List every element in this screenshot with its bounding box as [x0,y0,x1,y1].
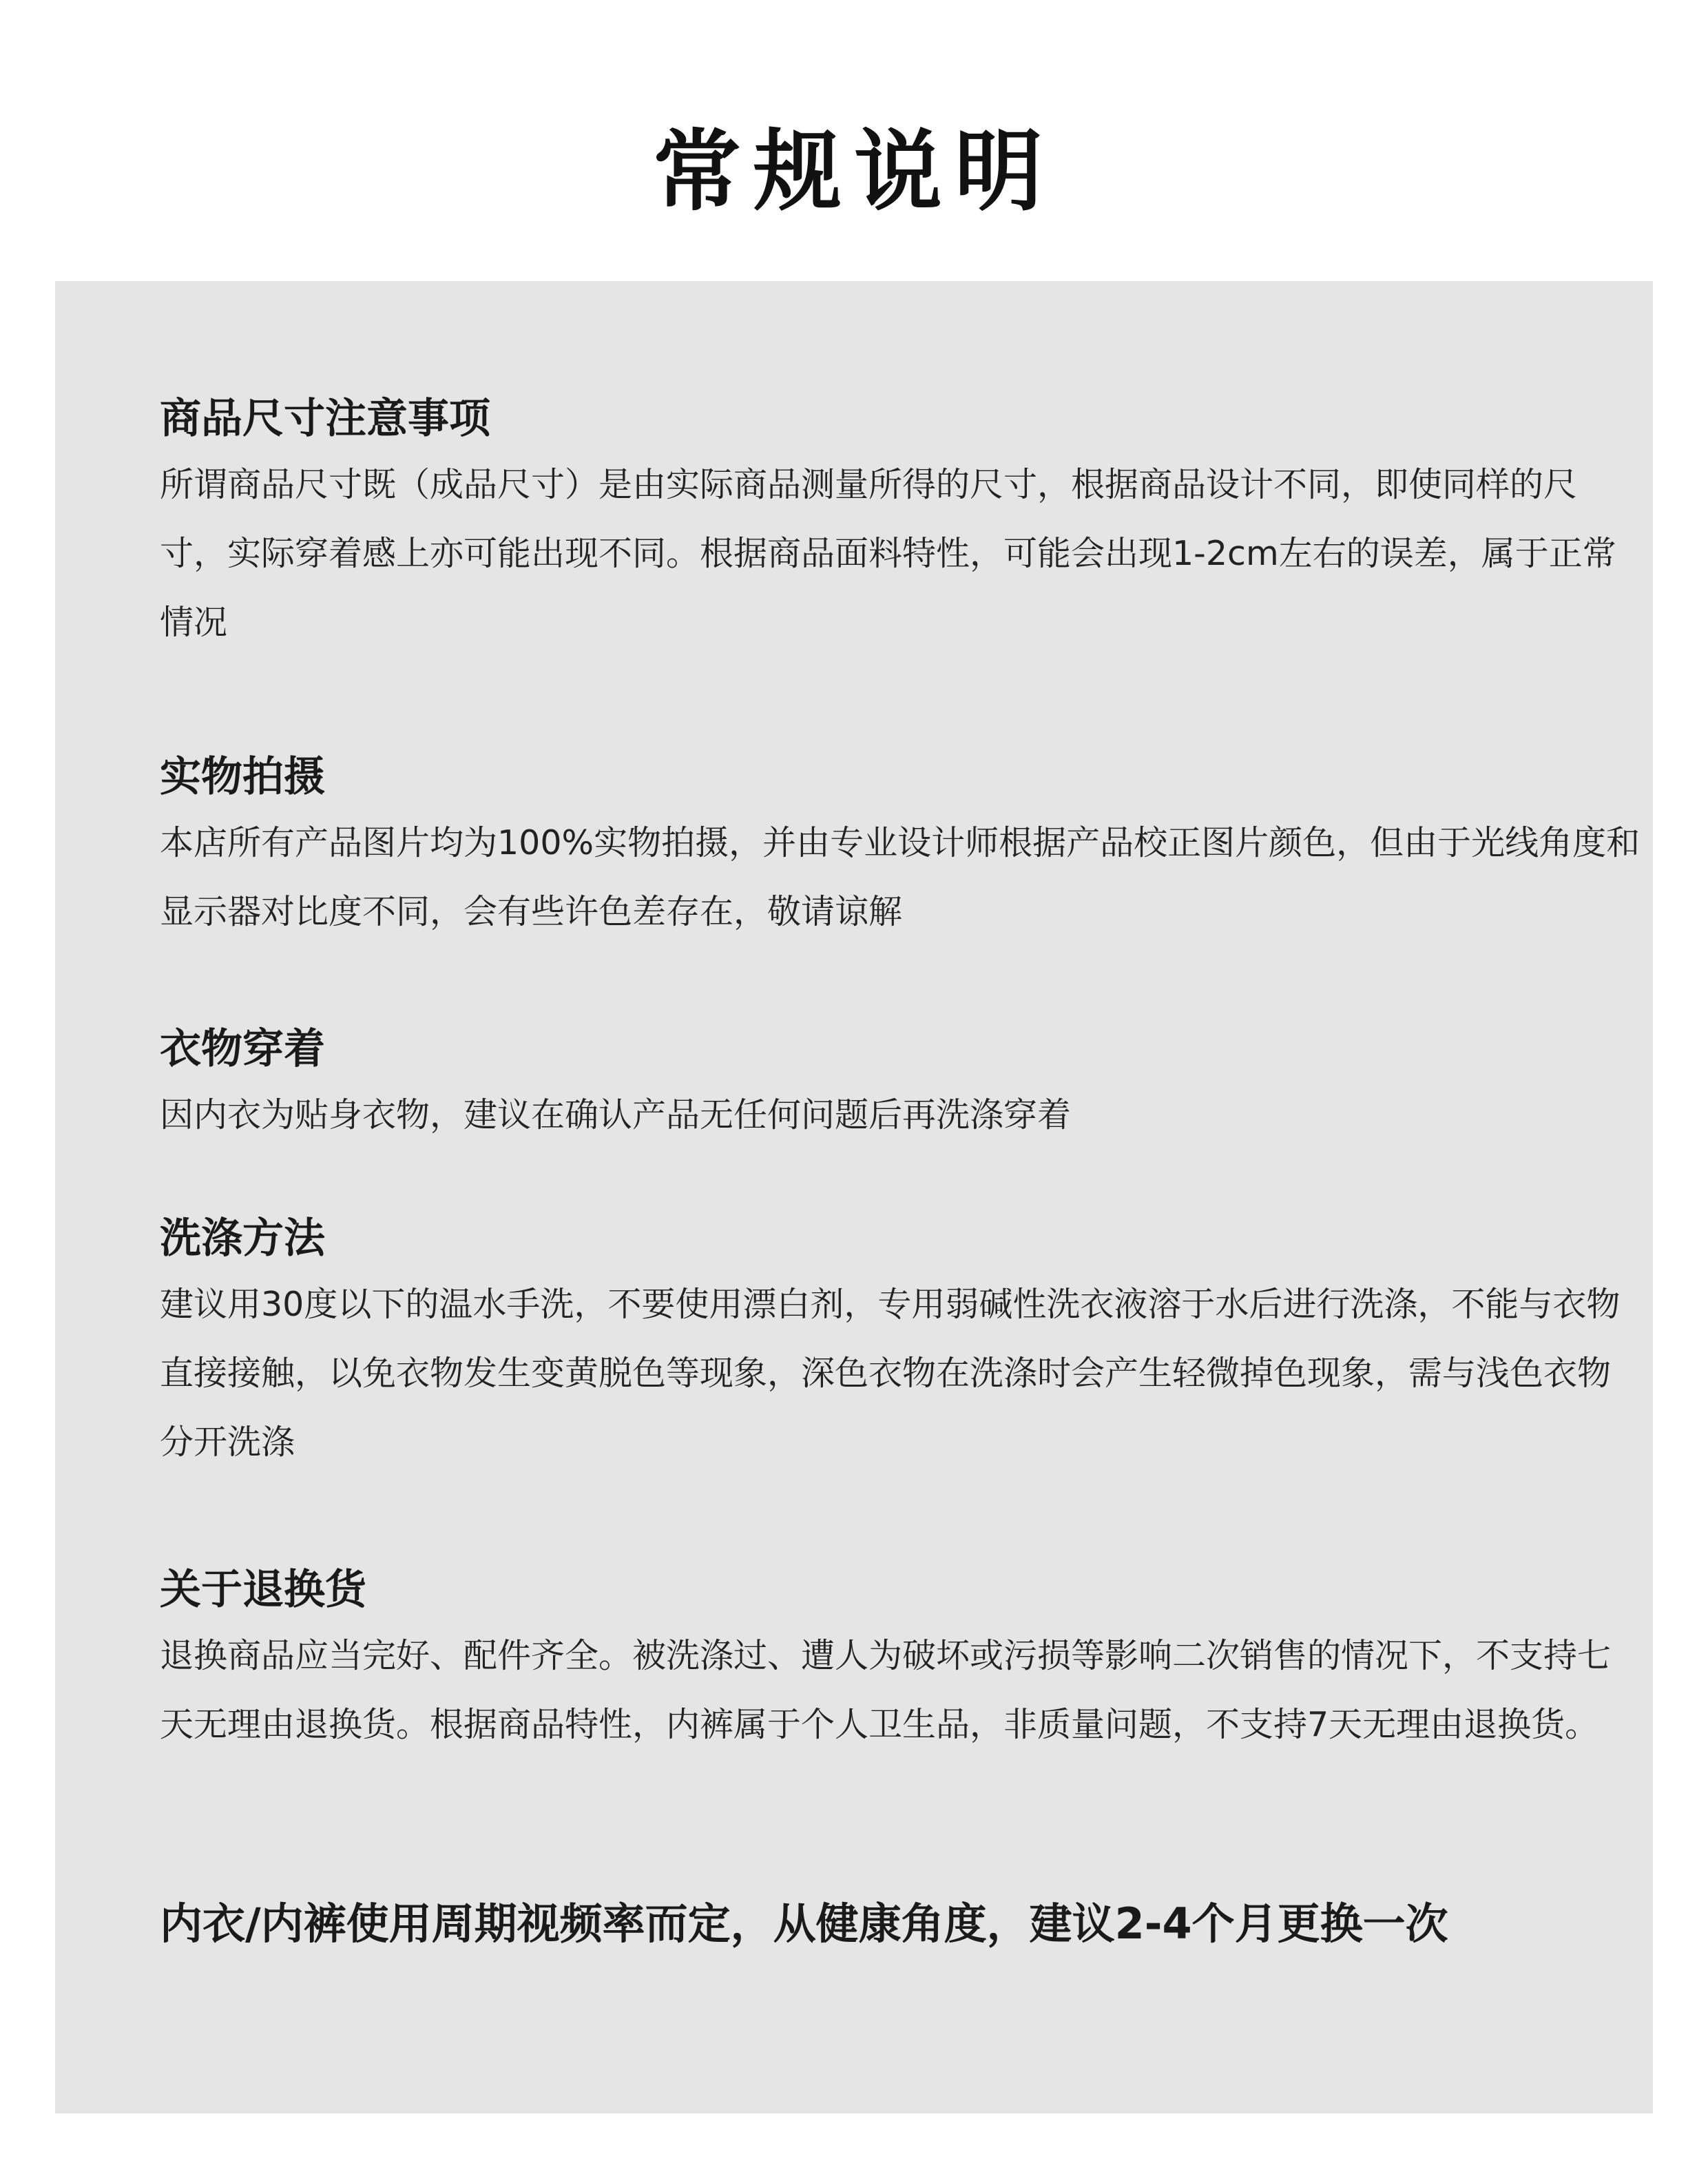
replacement-note: 内衣/内裤使用周期视频率而定，从健康角度，建议2-4个月更换一次 [160,1898,1448,1949]
section-heading: 实物拍摄 [160,753,325,801]
section-heading: 商品尺寸注意事项 [160,395,490,443]
section-heading: 关于退换货 [160,1566,366,1614]
section-heading: 衣物穿着 [160,1025,325,1073]
section-washing [160,1211,1641,1477]
section-body: 本店所有产品图片均为100%实物拍摄，并由专业设计师根据产品校正图片颜色，但由于光线角度和显示器对比度不同，会有些许色差存在，敬请谅解 [160,823,1641,931]
section-real-photo [160,749,1641,946]
section-body: 因内衣为贴身衣物，建议在确认产品无任何问题后再洗涤穿着 [160,1095,1072,1135]
section-heading: 洗涤方法 [160,1214,325,1263]
section-returns [160,1562,1641,1759]
section-body: 所谓商品尺寸既（成品尺寸）是由实际商品测量所得的尺寸，根据商品设计不同，即使同样的尺寸，实际穿着感上亦可能出现不同。根据商品面料特性，可能会出现1-2cm左右的误差，属于正常情况 [160,465,1616,642]
section-body: 建议用30度以下的温水手洗，不要使用漂白剂，专用弱碱性洗衣液溶于水后进行洗涤，不能与衣物直接接触，以免衣物发生变黄脱色等现象，深色衣物在洗涤时会产生轻微掉色现象，需与浅色衣物分开洗涤 [160,1285,1621,1462]
section-product-size [160,391,1641,657]
page-title: 常规说明 [652,121,1055,223]
section-body: 退换商品应当完好、配件齐全。被洗涤过、遭人为破坏或污损等影响二次销售的情况下，不支持七天无理由退换货。根据商品特性，内裤属于个人卫生品，非质量问题，不支持7天无理由退换货。 [160,1636,1612,1744]
info-panel [55,281,1653,2113]
section-wearing [160,1022,1641,1150]
